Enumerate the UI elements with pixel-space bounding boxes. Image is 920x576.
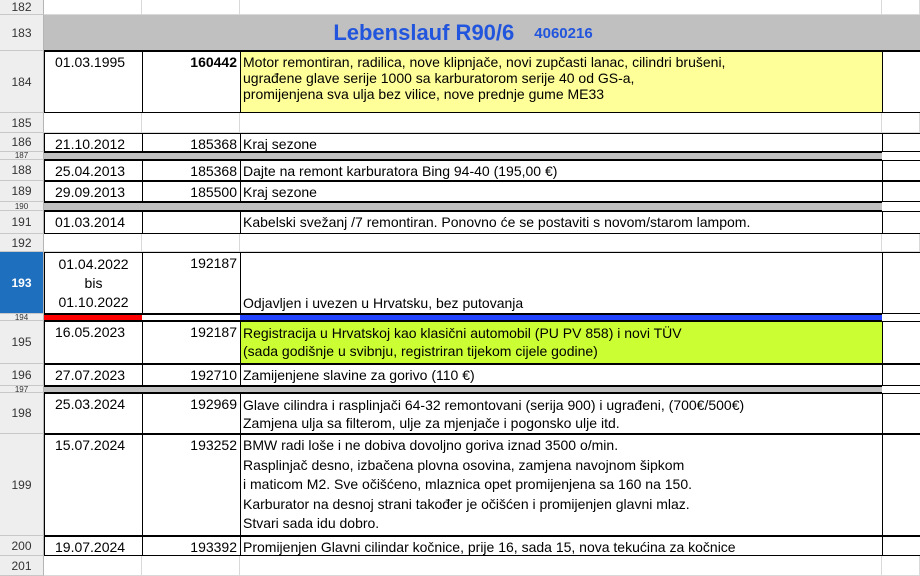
cell-km[interactable] (142, 113, 240, 132)
cell-km[interactable]: 185500 (143, 182, 241, 201)
row-header-191[interactable]: 191 (0, 211, 44, 234)
title-cell (44, 15, 882, 50)
cell-km[interactable]: 185368 (143, 134, 241, 151)
row-header-198[interactable]: 198 (0, 393, 44, 434)
separator-row-197[interactable] (44, 386, 882, 393)
cell-extra[interactable] (882, 556, 920, 575)
row-199 (44, 434, 920, 536)
date-line: 01.10.2022 (58, 294, 129, 310)
cell-date[interactable]: 16.05.2023 (45, 322, 143, 363)
description-line: Zamijenjene slavine za gorivo (110 €) (243, 367, 475, 383)
description-line: Dajte na remont karburatora Bing 94-40 (195,00 €) (243, 163, 558, 179)
cell-date[interactable]: 29.09.2013 (45, 182, 143, 201)
cell-km[interactable]: 192187 (143, 322, 241, 363)
cell-km[interactable]: 193252 (143, 435, 241, 535)
description-line: Stvari sada idu dobro. (243, 515, 380, 531)
cell-description[interactable] (240, 113, 882, 132)
cell-km[interactable] (142, 234, 240, 251)
row-196 (44, 364, 920, 386)
description-line: Odjavljen i uvezen u Hrvatsku, bez putovanja (243, 295, 524, 311)
description-line: Kraj sezone (243, 136, 317, 151)
row-200 (44, 536, 920, 556)
row-header-187[interactable]: 187 (0, 152, 44, 160)
page-title: Lebenslauf R90/6 (333, 19, 515, 45)
row-header-193[interactable]: 193 (0, 252, 44, 314)
cell-date[interactable]: 01.03.2014 (45, 212, 143, 233)
row-195 (44, 321, 920, 364)
row-header-189[interactable]: 189 (0, 181, 44, 202)
row-189 (44, 181, 920, 202)
cell-date[interactable]: 25.04.2013 (45, 161, 143, 180)
row-185 (44, 113, 920, 133)
row-191 (44, 211, 920, 234)
description-line: Motor remontiran, radilica, nove klipnjače, novi zupčasti lanac, cilindri brušeni, (243, 54, 726, 70)
description-line: Registracija u Hrvatskoj kao klasični automobil (PU PV 858) i novi TÜV (243, 325, 682, 341)
serial-code: 4060216 (534, 25, 593, 42)
title-row[interactable] (44, 15, 920, 51)
cell-description[interactable] (241, 161, 883, 180)
cell-date[interactable] (44, 556, 142, 575)
row-header-200[interactable]: 200 (0, 536, 44, 556)
row-header-196[interactable]: 196 (0, 364, 44, 386)
description-line: Zamjena ulja sa filterom, ulje za mjenjače i pogonsko ulje itd. (243, 415, 620, 431)
cell-date[interactable] (44, 234, 142, 251)
cell-km[interactable]: 193392 (143, 537, 241, 555)
cell-km[interactable]: 185368 (143, 161, 241, 180)
cell-description[interactable] (241, 182, 883, 201)
cell-km[interactable] (143, 212, 241, 233)
cell-km[interactable]: 192969 (143, 394, 241, 433)
cell-description[interactable] (241, 394, 883, 433)
cell-date[interactable]: 19.07.2024 (45, 537, 143, 555)
row-header-194[interactable]: 194 (0, 314, 44, 321)
row-header-183[interactable]: 183 (0, 15, 44, 51)
row-header-188[interactable]: 188 (0, 160, 44, 181)
white-bar (142, 315, 240, 320)
date-line: bis (84, 275, 103, 291)
row-header-186[interactable]: 186 (0, 133, 44, 152)
row-198 (44, 393, 920, 434)
cell-km[interactable]: 192187 (143, 253, 241, 313)
cell-date[interactable]: 15.07.2024 (45, 435, 143, 535)
row-header-195[interactable]: 195 (0, 321, 44, 364)
description-line: Karburator na desnoj strani također je očišćen i promijenjen glavni mlaz. (243, 495, 690, 512)
cell-km[interactable] (142, 556, 240, 575)
description-line: Kabelski svežanj /7 remontiran. Ponovno će se postaviti s novom/starom lampom. (243, 214, 751, 230)
date-line: 01.04.2022 (58, 256, 129, 272)
description-line: Rasplinjač desno, izbačena plovna osovina, zamjena navojnom šipkom (243, 456, 685, 473)
blue-bar (240, 315, 882, 320)
cell-date[interactable]: 27.07.2023 (45, 365, 143, 385)
cell-description[interactable] (240, 234, 882, 251)
cell-km[interactable]: 192710 (143, 365, 241, 385)
cell-description[interactable] (240, 0, 882, 14)
description-line: ugrađene glave serije 1000 sa karburatorom serije 40 od GS-a, (243, 70, 635, 86)
row-188 (44, 160, 920, 181)
cell-description[interactable] (241, 134, 883, 151)
description-line: i maticom M2. Sve očišćeno, mlaznica opet promijenjena sa 160 na 150. (243, 476, 693, 492)
cell-date[interactable]: 01.03.1995 (45, 52, 143, 112)
separator-row-190[interactable] (44, 202, 882, 211)
row-182 (44, 0, 920, 15)
red-bar (44, 315, 142, 320)
row-header-199[interactable]: 199 (0, 434, 44, 536)
row-header-192[interactable]: 192 (0, 234, 44, 252)
separator-row-187[interactable] (44, 152, 882, 160)
cell-description[interactable] (241, 253, 883, 313)
description-line: Glave cilindra i rasplinjači 64-32 remontovani (serija 900) i ugrađeni, (700€/500€) (243, 397, 745, 413)
cell-km[interactable]: 160442 (143, 52, 241, 112)
description-line: Promijenjen Glavni cilindar kočnice, prije 16, sada 15, nova tekućina za kočnice (243, 539, 736, 555)
cell-date[interactable] (45, 253, 143, 313)
cell-extra[interactable] (882, 234, 920, 251)
cell-description[interactable] (241, 537, 883, 555)
row-header-184[interactable]: 184 (0, 51, 44, 113)
cell-date[interactable] (44, 0, 142, 14)
cell-extra[interactable] (882, 0, 920, 14)
row-header-182[interactable]: 182 (0, 0, 44, 15)
row-header-190[interactable]: 190 (0, 202, 44, 211)
cell-description[interactable] (241, 365, 883, 385)
cell-description[interactable] (241, 322, 883, 363)
row-192 (44, 234, 920, 252)
cell-date[interactable] (44, 113, 142, 132)
cell-description[interactable] (241, 52, 883, 112)
description-line: promijenjena sva ulja bez vilice, nove prednje gume ME33 (243, 86, 605, 102)
row-header-197[interactable]: 197 (0, 386, 44, 393)
cell-description[interactable] (241, 212, 883, 233)
cell-description[interactable] (240, 556, 882, 575)
description-line: (sada godišnje u svibnju, registriran tijekom cijele godine) (243, 343, 598, 359)
row-header-201[interactable]: 201 (0, 556, 44, 576)
row-header-185[interactable]: 185 (0, 113, 44, 133)
cell-km[interactable] (142, 0, 240, 14)
cell-date[interactable]: 21.10.2012 (45, 134, 143, 151)
separator-row-194[interactable] (44, 314, 882, 321)
row-184 (44, 51, 920, 113)
cell-extra[interactable] (882, 113, 920, 132)
row-201 (44, 556, 920, 576)
cell-date[interactable]: 25.03.2024 (45, 394, 143, 433)
row-186 (44, 133, 920, 152)
description-line: BMW radi loše i ne dobiva dovoljno goriva iznad 3500 o/min. (243, 437, 619, 453)
cell-description[interactable] (241, 435, 883, 535)
description-line: Kraj sezone (243, 184, 317, 200)
row-193 (44, 252, 920, 314)
